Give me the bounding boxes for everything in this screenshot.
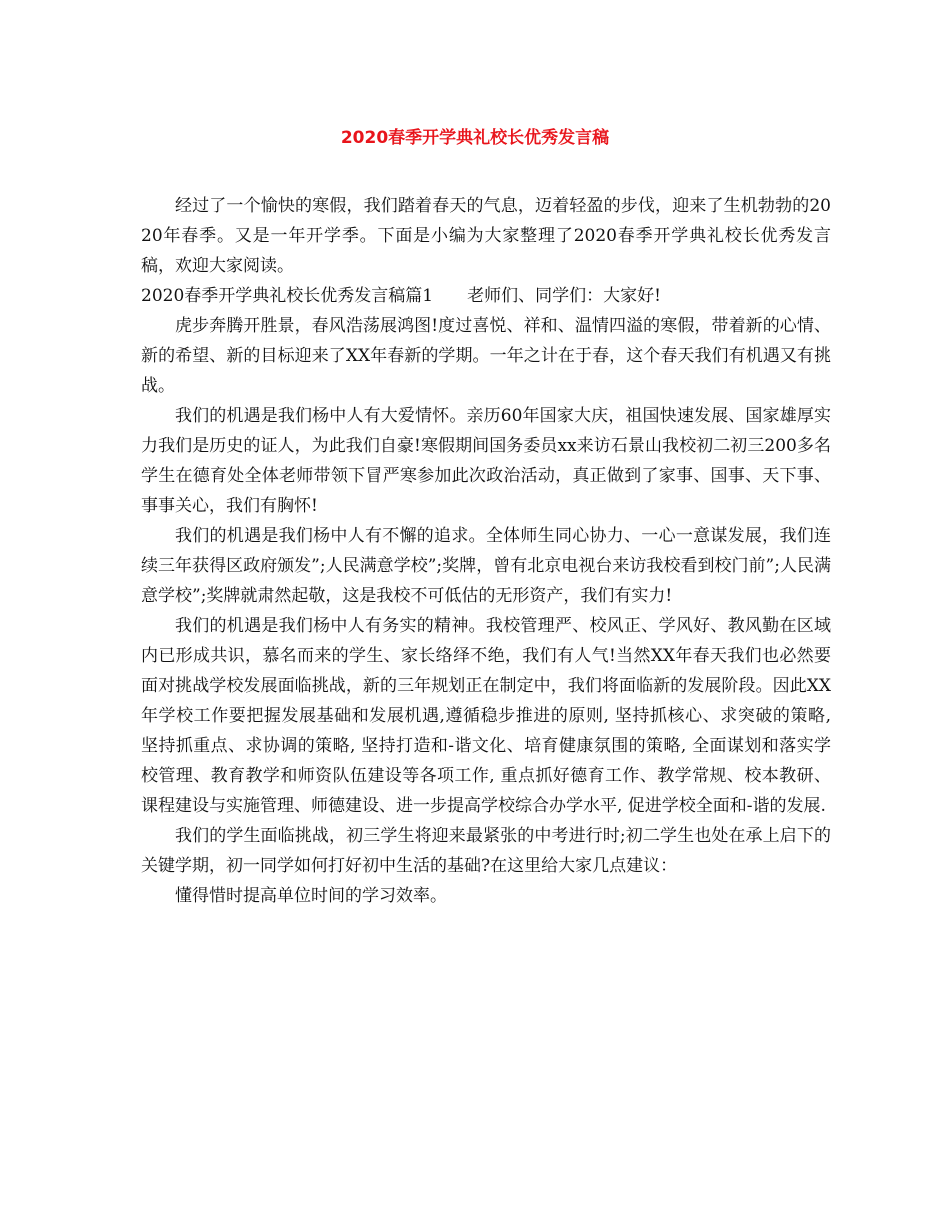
section-heading-line (141, 281, 831, 311)
section-heading: 2020春季开学典礼校长优秀发言稿篇1 (141, 286, 434, 306)
body-paragraph-1: 虎步奔腾开胜景，春风浩荡展鸿图!度过喜悦、祥和、温情四溢的寒假，带着新的心情、新的希望、新的目标迎来了XX年春新的学期。一年之计在于春，这个春天我们有机遇又有挑战。 (141, 316, 831, 396)
body-paragraph-3: 我们的机遇是我们杨中人有不懈的追求。全体师生同心协力、一心一意谋发展，我们连续三年获得区政府颁发”;人民满意学校”;奖牌，曾有北京电视台来访我校看到校门前”;人民满意学校”;奖牌就肃然起敬，这是我校不可低估的无形资产，我们有实力! (141, 526, 831, 606)
body-paragraph-2: 我们的机遇是我们杨中人有大爱情怀。亲历60年国家大庆，祖国快速发展、国家雄厚实力我们是历史的证人，为此我们自豪!寒假期间国务委员xx来访石景山我校初二初三200多名学生在德育处全体老师带领下冒严寒参加此次政治活动，真正做到了家事、国事、天下事、事事关心，我们有胸怀! (141, 406, 831, 516)
body-paragraph-6: 懂得惜时提高单位时间的学习效率。 (175, 886, 447, 906)
body-paragraph-5: 我们的学生面临挑战，初三学生将迎来最紧张的中考进行时;初二学生也处在承上启下的关键学期，初一同学如何打好初中生活的基础?在这里给大家几点建议： (141, 826, 831, 876)
intro-paragraph: 经过了一个愉快的寒假，我们踏着春天的气息，迈着轻盈的步伐，迎来了生机勃勃的2020年春季。又是一年开学季。下面是小编为大家整理了2020春季开学典礼校长优秀发言稿，欢迎大家阅读。 (141, 196, 831, 276)
document-body (141, 191, 831, 911)
document-title: 2020春季开学典礼校长优秀发言稿 (340, 128, 610, 148)
body-paragraph-4: 我们的机遇是我们杨中人有务实的精神。我校管理严、校风正、学风好、教风勤在区域内已形成共识，慕名而来的学生、家长络绎不绝，我们有人气!当然XX年春天我们也必然要面对挑战学校发展面临挑战，新的三年规划正在制定中，我们将面临新的发展阶段。因此XX年学校工作要把握发展基础和发展机遇,遵循稳步推进的原则, 坚持抓核心、求突破的策略, 坚持抓重点、求协调的策略, 坚持打造和-谐文化、培育健康氛围的策略, 全面谋划和落实学校管理、教育教学和师资队伍建设等各项工作, 重点抓好德育工作、教学常规、校本教研、课程建设与实施管理、师德建设、进一步提高学校综合办学水平, 促进学校全面和-谐的发展. (141, 616, 831, 816)
greeting: 老师们、同学们：大家好! (467, 286, 661, 306)
